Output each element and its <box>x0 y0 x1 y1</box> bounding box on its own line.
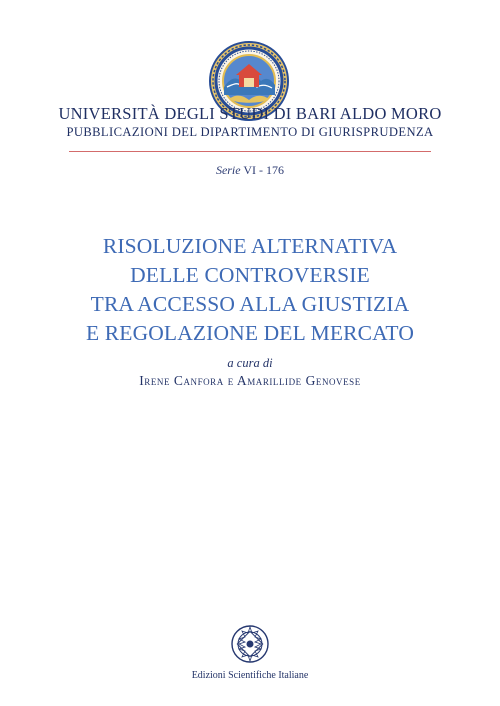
book-title-line-3: TRA ACCESSO ALLA GIUSTIZIA <box>90 292 410 316</box>
series-number: VI - 176 <box>243 163 285 177</box>
editors-label: a cura di <box>227 356 273 370</box>
series-line <box>0 163 500 178</box>
editors-names: Irene Canfora e Amarillide Genovese <box>139 373 361 388</box>
university-name: UNIVERSITÀ DEGLI STUDI DI BARI ALDO MORO <box>58 104 442 123</box>
book-title-line-4: E REGOLAZIONE DEL MERCATO <box>85 321 414 345</box>
publisher-name: Edizioni Scientifiche Italiane <box>191 670 309 681</box>
book-title-line-2: DELLE CONTROVERSIE <box>130 263 370 287</box>
series-label: Serie <box>215 163 241 177</box>
book-title <box>0 232 500 348</box>
header-divider <box>69 151 431 152</box>
publisher-emblem-icon <box>229 623 271 665</box>
book-title-line-1: RISOLUZIONE ALTERNATIVA <box>102 234 398 258</box>
department-name: PUBBLICAZIONI DEL DIPARTIMENTO DI GIURISPRUDENZA <box>66 125 434 139</box>
